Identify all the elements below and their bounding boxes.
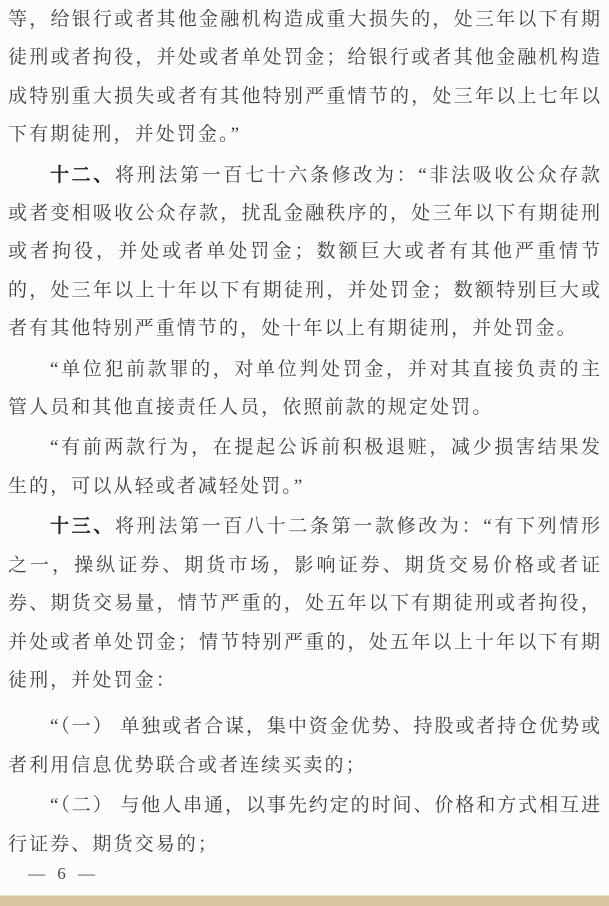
paragraph bbox=[8, 508, 600, 700]
text-line: 等，给银行或者其他金融机构造成重大损失的，处三年以下有期 bbox=[8, 9, 600, 30]
text-line: “有前两款行为，在提起公诉前积极退赃，减少损害结果发 bbox=[50, 437, 600, 459]
text-line: 徒刑，并处罚金： bbox=[8, 669, 177, 691]
text-line: 十三、将刑法第一百八十二条第一款修改为：“有下列情形 bbox=[50, 516, 600, 538]
page-number: — 6 — bbox=[28, 864, 99, 883]
text-line: 十二、将刑法第一百七十六条修改为：“非法吸收公众存款 bbox=[50, 164, 600, 186]
paragraph bbox=[8, 157, 600, 349]
section-number: 十三、 bbox=[50, 516, 115, 538]
text-line: 券、期货交易量，情节严重的，处五年以下有期徒刑或者拘役， bbox=[8, 593, 600, 615]
text-line: 的，处三年以上十年以下有期徒刑，并处罚金；数额特别巨大或 bbox=[8, 279, 600, 301]
section-number: 十二、 bbox=[50, 164, 115, 186]
paragraph bbox=[8, 351, 600, 428]
text-line: 者有其他特别严重情节的，处十年以上有期徒刑，并处罚金。 bbox=[8, 318, 578, 340]
text-line: “（二） 与他人串通，以事先约定的时间、价格和方式相互进 bbox=[50, 795, 600, 817]
text-line: “单位犯前款罪的，对单位判处罚金，并对其直接负责的主 bbox=[50, 358, 600, 380]
text-line: 或者拘役，并处或者单处罚金；数额巨大或者有其他严重情节 bbox=[8, 241, 600, 263]
text-line: 成特别重大损失或者有其他特别严重情节的，处三年以上七年以 bbox=[8, 85, 600, 107]
paragraph bbox=[8, 429, 600, 506]
paragraph bbox=[8, 1, 600, 155]
paragraph bbox=[8, 708, 600, 785]
text-line: 或者变相吸收公众存款，扰乱金融秩序的，处三年以下有期徒刑 bbox=[8, 203, 600, 225]
text-line: 并处或者单处罚金；情节特别严重的，处五年以上十年以下有期 bbox=[8, 631, 600, 653]
text-line: 者利用信息优势联合或者连续买卖的； bbox=[8, 754, 367, 776]
text-line: 管人员和其他直接责任人员，依照前款的规定处罚。 bbox=[8, 397, 494, 419]
scan-edge-strip bbox=[0, 895, 609, 906]
text-line: 下有期徒刑，并处罚金。” bbox=[8, 124, 242, 146]
text-line: “（一） 单独或者合谋，集中资金优势、持股或者持仓优势或 bbox=[50, 716, 600, 738]
text-line: 行证券、期货交易的； bbox=[8, 833, 220, 855]
paragraph bbox=[8, 787, 600, 864]
text-line: 生的，可以从轻或者减轻处罚。” bbox=[8, 475, 305, 497]
text-line: 徒刑或者拘役，并处或者单处罚金；给银行或者其他金融机构造 bbox=[8, 47, 600, 69]
text-line: 之一，操纵证券、期货市场，影响证券、期货交易价格或者证 bbox=[8, 554, 600, 576]
document-text bbox=[8, 1, 600, 864]
